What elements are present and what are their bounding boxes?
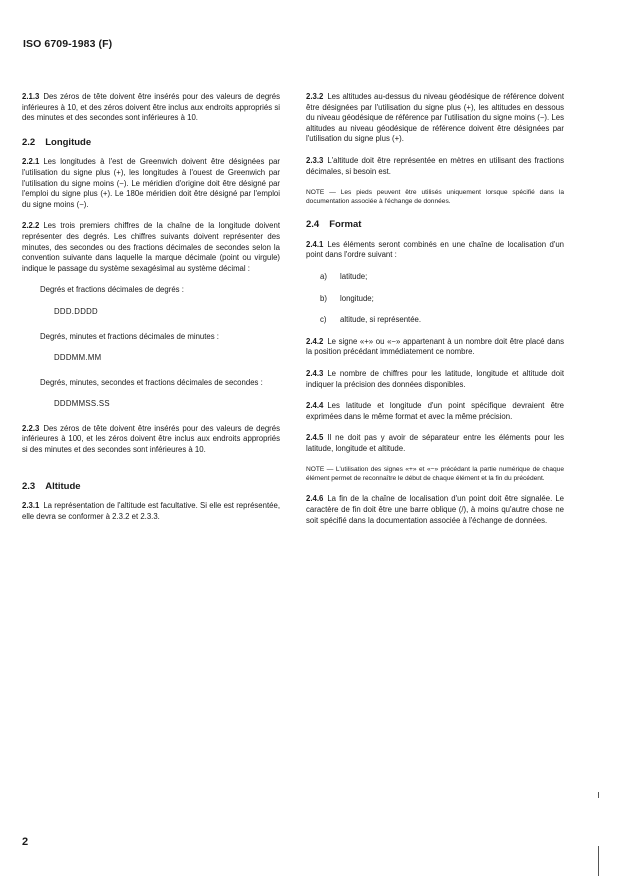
format-label-degrees: Degrés et fractions décimales de degrés : [40, 285, 184, 295]
clause-text: Les latitude et longitude d'un point spécifique devraient être exprimées dans le même format et avec la même précision. [306, 401, 564, 421]
list-text: latitude; [340, 271, 368, 281]
clause-number: 2.4.1 [306, 239, 324, 249]
clause-number: 2.2.1 [22, 157, 40, 167]
section-heading-altitude [22, 482, 280, 493]
clause-text: Le signe «+» ou «−» appartenant à un nombre doit être placé dans la position précédant immédiatement ce nombre. [306, 336, 564, 357]
section-heading-longitude [22, 138, 280, 149]
margin-mark [598, 792, 599, 798]
clause-text: Le nombre de chiffres pour les latitude, longitude et altitude doit indiquer la précision des données disponibles. [306, 368, 564, 389]
section-heading-format [306, 220, 564, 231]
clause-2-3-1 [22, 501, 280, 522]
section-number: 2.4 [306, 219, 320, 231]
clause-text: Les longitudes à l'est de Greenwich doivent être désignées par l'utilisation du signe plus (+), les longitudes à l'ouest de Greenwich par l'utilisation du signe moins (−). Le méridien d'origine doit être désigné par l'emploi du signe plus (+). Le 180e méridien doit être désigné par l'emploi du signe moins (−). [22, 157, 280, 209]
list-label: a) [320, 271, 327, 281]
format-degrees: DDD.DDDD [54, 306, 98, 316]
clause-number: 2.4.6 [306, 494, 324, 504]
document-header: ISO 6709-1983 (F) [23, 38, 113, 50]
clause-number: 2.4.3 [306, 368, 324, 378]
section-number: 2.2 [22, 136, 36, 148]
clause-2-2-2 [22, 221, 280, 274]
list-text: altitude, si représentée. [340, 315, 422, 325]
list-item [320, 272, 564, 283]
note-signs: NOTE — L'utilisation des signes «+» et «−» précédant la partie numérique de chaque élément permet de reconnaître le début de chaque élément et la fin du précédent. [306, 466, 564, 483]
clause-text: Les trois premiers chiffres de la chaîne de la longitude doivent représenter des degrés. Les chiffres suivants doivent représenter des minutes, des secondes ou des fractions décimales de secondes selon la convention suivante dans laquelle la marque décimale (point ou virgule) indique le passage du système sexagésimal au système décimal : [22, 221, 280, 273]
clause-2-3-2 [306, 92, 564, 145]
list-item [320, 315, 564, 326]
section-title: Altitude [45, 480, 81, 492]
clause-number: 2.1.3 [22, 92, 40, 101]
clause-text: Les altitudes au-dessus du niveau géodésique de référence doivent être désignées par l'utilisation du signe plus (+), les altitudes en dessous du niveau géodésique de référence par l'utilisation du signe moins (−). Les altitudes au niveau géodésique de référence doivent être désignées par l'utilisation du signe plus (+). [306, 92, 564, 144]
clause-number: 2.3.1 [22, 501, 40, 511]
clause-text: La représentation de l'altitude est facultative. Si elle est représentée, elle devra se conformer à 2.3.2 et 2.3.3. [22, 501, 280, 521]
format-label-minutes: Degrés, minutes et fractions décimales de minutes : [40, 331, 219, 341]
margin-mark [598, 846, 599, 876]
clause-text: La fin de la chaîne de localisation d'un point doit être signalée. Le caractère de fin doit être une barre oblique (/), à moins qu'autre chose ne soit spécifié dans la documentation associée à l'échange de données. [306, 494, 564, 525]
section-title: Format [329, 219, 362, 231]
list-text: longitude; [340, 293, 374, 303]
clause-number: 2.3.3 [306, 155, 324, 165]
clause-text: Des zéros de tête doivent être insérés pour des valeurs de degrés inférieures à 10, et des zéros doivent être inclus aux endroits appropriés si des minutes et des secondes sont inférieures à 10. [22, 92, 280, 123]
clause-number: 2.3.2 [306, 92, 324, 101]
list-label: c) [320, 315, 327, 325]
clause-2-4-6 [306, 494, 564, 526]
right-column [306, 92, 564, 537]
clause-2-4-5 [306, 433, 564, 454]
clause-2-3-3 [306, 156, 564, 177]
clause-text: Les éléments seront combinés en une chaîne de localisation d'un point dans l'ordre suivant : [306, 239, 564, 260]
format-seconds: DDDMMSS.SS [54, 399, 110, 409]
list-item [320, 294, 564, 305]
clause-number: 2.2.2 [22, 221, 40, 231]
clause-2-4-2 [306, 337, 564, 358]
section-title: Longitude [45, 136, 92, 148]
section-number: 2.3 [22, 480, 36, 492]
clause-2-2-1 [22, 157, 280, 210]
clause-number: 2.4.4 [306, 401, 324, 411]
clause-2-1-3 [22, 92, 280, 124]
clause-2-2-3 [22, 424, 280, 456]
clause-number: 2.4.2 [306, 336, 324, 346]
clause-text: Il ne doit pas y avoir de séparateur entre les éléments pour les latitude, longitude et altitude. [306, 433, 564, 453]
clause-number: 2.2.3 [22, 423, 40, 433]
clause-text: L'altitude doit être représentée en mètres en utilisant des fractions décimales, si besoin est. [306, 155, 564, 176]
page-number: 2 [22, 836, 29, 848]
clause-number: 2.4.5 [306, 433, 324, 443]
format-label-seconds: Degrés, minutes, secondes et fractions décimales de secondes : [40, 377, 263, 387]
clause-text: Des zéros de tête doivent être insérés pour des valeurs de degrés inférieures à 100, et les zéros doivent être inclus aux endroits appropriés si des minutes et des secondes sont inférieures à 10. [22, 423, 280, 455]
clause-2-4-1 [306, 240, 564, 261]
clause-2-4-4 [306, 401, 564, 422]
format-minutes: DDDMM.MM [54, 353, 102, 363]
list-label: b) [320, 293, 327, 303]
note-feet: NOTE — Les pieds peuvent être utilisés uniquement lorsque spécifié dans la documentation associée à l'échange de données. [306, 189, 564, 206]
clause-2-4-3 [306, 369, 564, 390]
left-column [22, 92, 280, 533]
